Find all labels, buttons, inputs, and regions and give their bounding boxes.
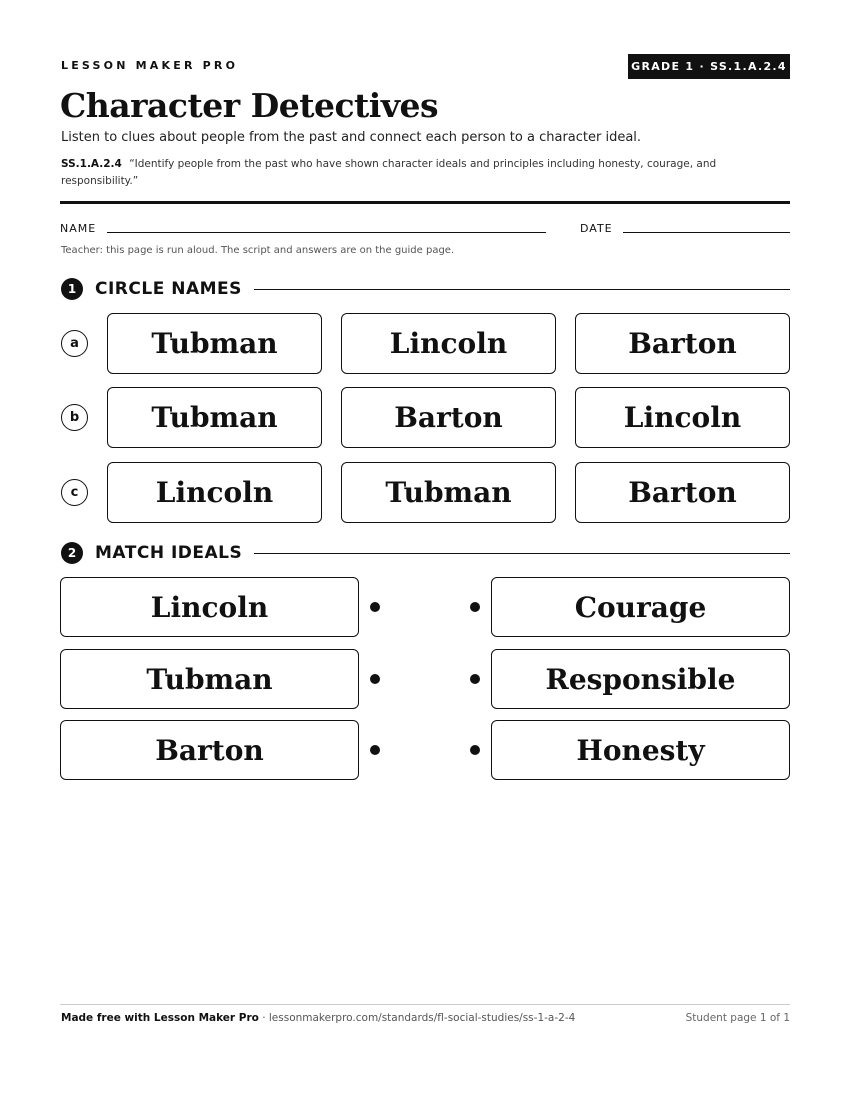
- standard-description: [61, 156, 761, 190]
- page-subtitle: Listen to clues about people from the past and connect each person to a character ideal.: [61, 130, 642, 145]
- brand-name: LESSON MAKER PRO: [61, 59, 239, 72]
- teacher-note: Teacher: this page is run aloud. The script and answers are on the guide page.: [61, 245, 455, 256]
- name-option-card[interactable]: Tubman: [341, 462, 556, 523]
- standard-text: “Identify people from the past who have shown character ideals and principles including honesty, courage, and responsibility.”: [61, 158, 717, 187]
- section-title: CIRCLE NAMES: [95, 279, 242, 299]
- person-card[interactable]: Tubman: [60, 649, 359, 709]
- name-option-card[interactable]: Lincoln: [575, 387, 790, 448]
- name-option-card[interactable]: Lincoln: [341, 313, 556, 374]
- standard-code: SS.1.A.2.4: [61, 158, 122, 170]
- section-number-badge: 1: [61, 278, 83, 300]
- row-letter-badge: c: [61, 479, 88, 506]
- date-label: DATE: [580, 222, 613, 235]
- footer-divider: [60, 1004, 790, 1005]
- footer-credit: [61, 1012, 575, 1024]
- section-number-badge: 2: [61, 542, 83, 564]
- header-divider: [60, 201, 790, 204]
- match-dot-left[interactable]: [370, 674, 380, 684]
- section-divider: [254, 553, 790, 554]
- footer-made-with: Made free with Lesson Maker Pro: [61, 1012, 259, 1024]
- match-dot-right[interactable]: [470, 674, 480, 684]
- section-circle-names-header: [61, 278, 790, 300]
- name-option-card[interactable]: Tubman: [107, 313, 322, 374]
- grade-badge: GRADE 1 · SS.1.A.2.4: [628, 54, 790, 79]
- date-field[interactable]: [623, 232, 790, 233]
- name-option-card[interactable]: Barton: [575, 462, 790, 523]
- name-label: NAME: [60, 222, 97, 235]
- name-option-card[interactable]: Lincoln: [107, 462, 322, 523]
- row-letter-badge: b: [61, 404, 88, 431]
- person-card[interactable]: Barton: [60, 720, 359, 780]
- name-option-card[interactable]: Barton: [575, 313, 790, 374]
- footer-separator: ·: [258, 1012, 269, 1024]
- name-option-card[interactable]: Barton: [341, 387, 556, 448]
- match-dot-left[interactable]: [370, 745, 380, 755]
- ideal-card[interactable]: Honesty: [491, 720, 790, 780]
- name-option-card[interactable]: Tubman: [107, 387, 322, 448]
- page-title: Character Detectives: [60, 86, 439, 125]
- footer-url[interactable]: lessonmakerpro.com/standards/fl-social-studies/ss-1-a-2-4: [268, 1012, 576, 1024]
- match-dot-left[interactable]: [370, 602, 380, 612]
- section-match-ideals-header: [61, 542, 790, 564]
- section-title: MATCH IDEALS: [95, 543, 243, 563]
- footer-page-info: Student page 1 of 1: [685, 1012, 790, 1024]
- match-dot-right[interactable]: [470, 745, 480, 755]
- section-divider: [254, 289, 790, 290]
- row-letter-badge: a: [61, 330, 88, 357]
- name-field[interactable]: [107, 232, 546, 233]
- ideal-card[interactable]: Courage: [491, 577, 790, 637]
- person-card[interactable]: Lincoln: [60, 577, 359, 637]
- match-dot-right[interactable]: [470, 602, 480, 612]
- ideal-card[interactable]: Responsible: [491, 649, 790, 709]
